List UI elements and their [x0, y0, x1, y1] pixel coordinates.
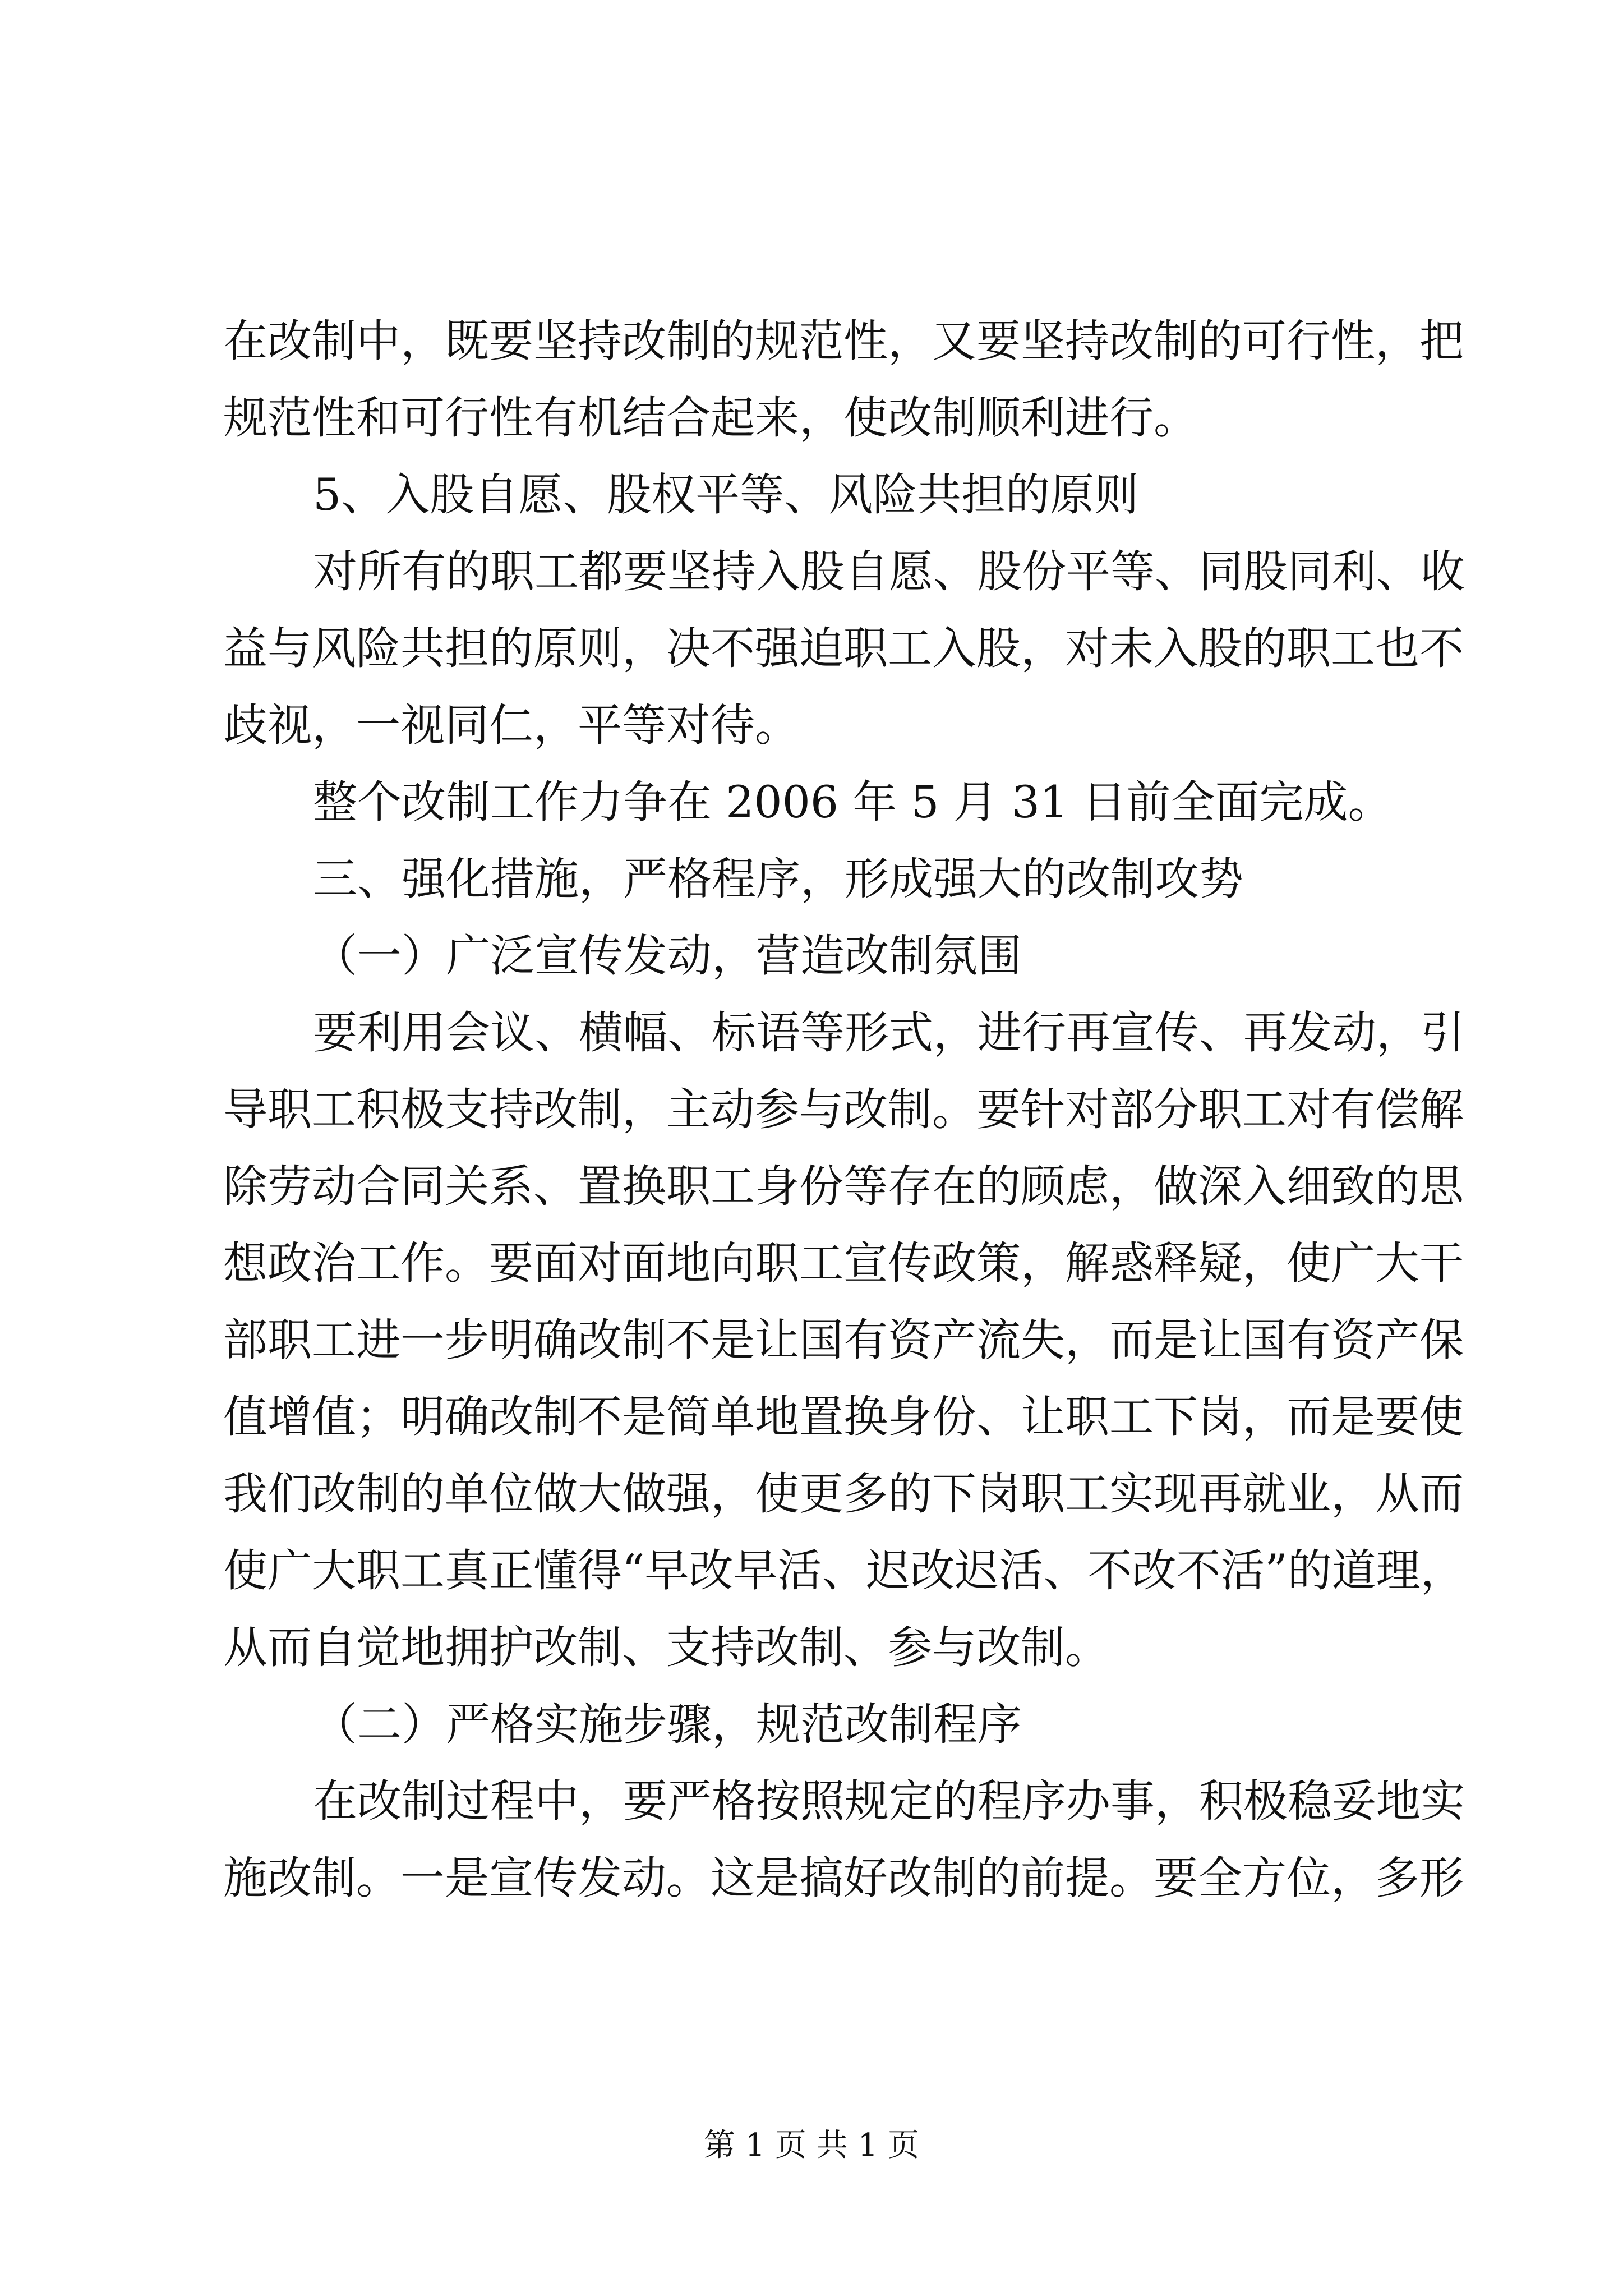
subsection-heading: （二）严格实施步骤，规范改制程序 [313, 1699, 1022, 1750]
body-text-line: 我们改制的单位做大做强，使更多的下岗职工实现再就业，从而 [223, 1468, 1464, 1520]
body-text-line: 在改制过程中，要严格按照规定的程序办事，积极稳妥地实 [313, 1775, 1465, 1827]
body-text-line: 使广大职工真正懂得“早改早活、迟改迟活、不改不活”的道理， [223, 1545, 1465, 1596]
body-text-line: 规范性和可行性有机结合起来，使改制顺利进行。 [223, 392, 1198, 444]
body-text-line: 值增值；明确改制不是简单地置换身份、让职工下岗，而是要使 [223, 1391, 1464, 1443]
body-text-line: 导职工积极支持改制，主动参与改制。要针对部分职工对有偿解 [223, 1084, 1464, 1135]
body-text-line: 部职工进一步明确改制不是让国有资产流失，而是让国有资产保 [223, 1314, 1464, 1366]
body-text-line: 整个改制工作力争在 2006 年 5 月 31 日前全面完成。 [313, 776, 1393, 828]
body-text-line: 对所有的职工都要坚持入股自愿、股份平等、同股同利、收 [313, 546, 1465, 597]
body-text-line: 在改制中，既要坚持改制的规范性，又要坚持改制的可行性，把 [223, 315, 1464, 367]
section-heading: 5、入股自愿、股权平等、风险共担的原则 [313, 469, 1139, 521]
body-text-line: 要利用会议、横幅、标语等形式，进行再宣传、再发动，引 [313, 1007, 1465, 1059]
body-text-line: 除劳动合同关系、置换职工身份等存在的顾虑，做深入细致的思 [223, 1161, 1464, 1212]
body-text-line: 歧视，一视同仁，平等对待。 [223, 700, 799, 751]
body-text-line: 从而自觉地拥护改制、支持改制、参与改制。 [223, 1622, 1109, 1673]
body-text-line: 施改制。一是宣传发动。这是搞好改制的前提。要全方位，多形 [223, 1852, 1464, 1904]
body-text-line: 益与风险共担的原则，决不强迫职工入股，对未入股的职工也不 [223, 623, 1464, 674]
section-heading: 三、强化措施，严格程序，形成强大的改制攻势 [313, 853, 1243, 905]
body-text-line: 想政治工作。要面对面地向职工宣传政策，解惑释疑，使广大干 [223, 1237, 1464, 1289]
page-footer: 第 1 页 共 1 页 [703, 2127, 920, 2164]
subsection-heading: （一）广泛宣传发动，营造改制氛围 [313, 930, 1022, 982]
